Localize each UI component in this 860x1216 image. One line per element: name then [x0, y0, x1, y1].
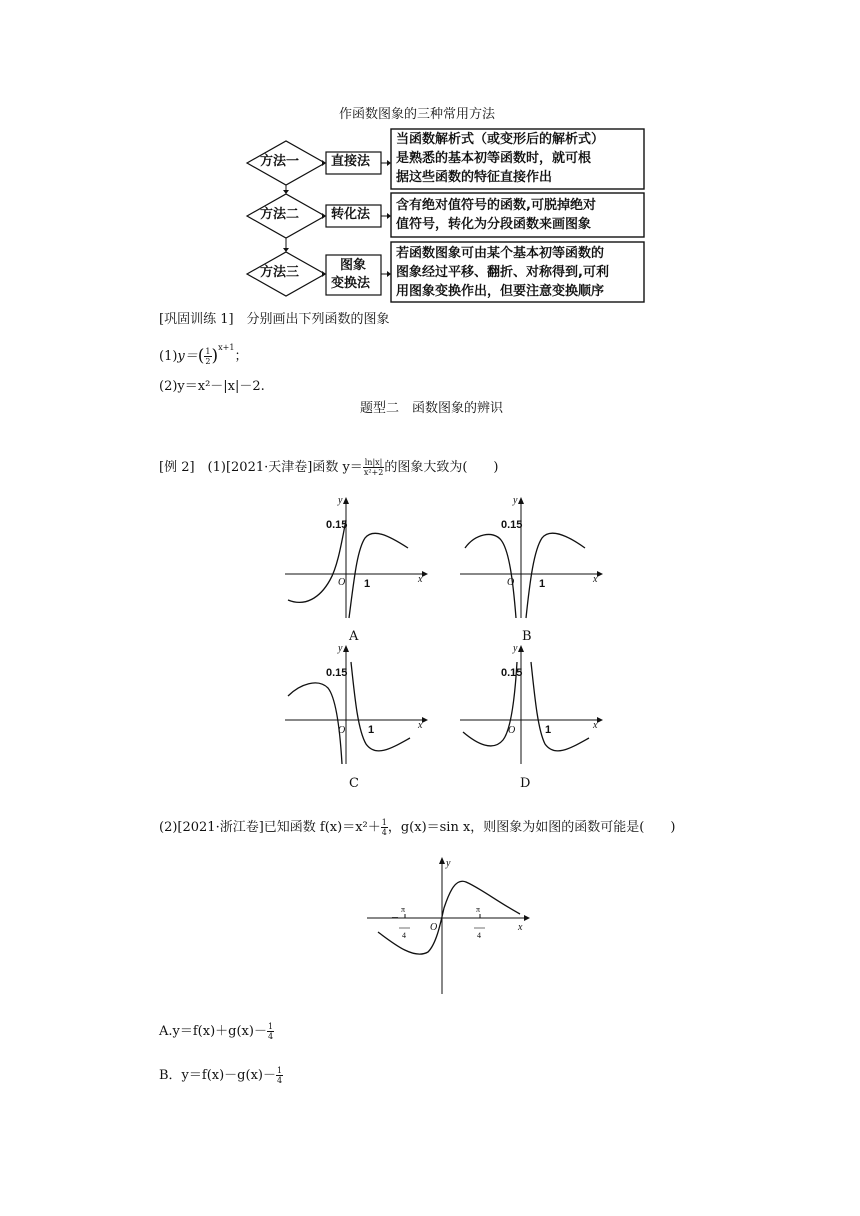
svg-text:y: y: [338, 643, 343, 654]
svg-text:0.15: 0.15: [326, 667, 348, 679]
answer-option-a[interactable]: A.y＝f(x)＋g(x)－ $\frac{1}{4}$: [159, 1022, 274, 1041]
technique2-label: 转化法: [331, 207, 371, 222]
svg-text:0.15: 0.15: [501, 519, 523, 531]
option-a-label: A: [349, 629, 359, 644]
section-title: 题型二 函数图象的辨识: [360, 401, 504, 416]
svg-text:y: y: [446, 858, 451, 869]
option-c-label: C: [349, 776, 359, 791]
curve-b-right: [526, 533, 585, 618]
svg-text:4: 4: [477, 931, 481, 940]
graph-option-b: [455, 490, 605, 625]
x-label: x: [418, 574, 423, 585]
svg-text:O: O: [430, 922, 438, 933]
svg-text:y: y: [513, 495, 518, 506]
svg-text:π: π: [401, 905, 406, 914]
example2-header: [例 2] (1)[2021·天津卷]函数 y＝ $\frac{\ln|x|}{\text{x²+2}}$ 的图象大致为( ): [159, 458, 499, 477]
svg-text:x: x: [518, 922, 523, 933]
svg-text:O: O: [508, 725, 516, 736]
graph-option-d: [455, 640, 605, 775]
tick-0.15: 0.15: [326, 519, 348, 531]
part2-header: (2)[2021·浙江卷]已知函数 f(x)＝x²＋ $\frac{1}{4}$ ，g(x)＝sin x，则图象为如图的函数可能是( ): [159, 818, 676, 837]
graph-option-c: [280, 640, 430, 775]
svg-text:－: －: [391, 913, 399, 922]
method2-label: 方法二: [260, 207, 300, 222]
desc3-line2: 图象经过平移、翻折、对称得到,可利: [396, 265, 609, 280]
desc2-line2: 值符号，转化为分段函数来画图象: [396, 217, 592, 232]
svg-text:1: 1: [368, 724, 375, 736]
graph-option-a: [280, 490, 430, 625]
svg-text:0.15: 0.15: [501, 667, 523, 679]
svg-text:x: x: [418, 720, 423, 731]
curve-c-right: [351, 662, 410, 751]
curve-d-right: [531, 662, 589, 751]
answer-option-b[interactable]: B．y＝f(x)－g(x)－ $\frac{1}{4}$: [159, 1066, 283, 1085]
diagram-title: 作函数图象的三种常用方法: [339, 107, 496, 122]
desc1-line3: 据这些函数的特征直接作出: [396, 170, 553, 185]
technique3-label-line2: 变换法: [331, 276, 371, 291]
y-label: y: [338, 495, 343, 506]
technique3-label-line1: 图象: [340, 258, 367, 273]
technique1-label: 直接法: [331, 154, 371, 169]
svg-text:1: 1: [539, 578, 546, 590]
curve-c-left: [288, 683, 342, 764]
exercise-header: [巩固训练 1] 分别画出下列函数的图象: [159, 312, 390, 327]
svg-text:x: x: [593, 574, 598, 585]
svg-text:1: 1: [545, 724, 552, 736]
svg-text:π: π: [476, 905, 481, 914]
svg-text:O: O: [338, 725, 346, 736]
desc2-line1: 含有绝对值符号的函数,可脱掉绝对: [396, 198, 596, 213]
svg-text:y: y: [513, 643, 518, 654]
curve-a: [288, 520, 346, 602]
part2-graph: [362, 852, 537, 997]
option-b-label: B: [522, 629, 532, 644]
tick-1: 1: [364, 578, 371, 590]
origin-label: O: [338, 577, 346, 588]
option-d-label: D: [520, 776, 531, 791]
desc1-line2: 是熟悉的基本初等函数时，就可根: [396, 151, 592, 166]
desc1-line1: 当函数解析式（或变形后的解析式）: [396, 132, 605, 147]
svg-text:x: x: [593, 720, 598, 731]
method3-label: 方法三: [260, 265, 300, 280]
desc3-line3: 用图象变换作出，但要注意变换顺序: [396, 284, 605, 299]
desc3-line1: 若函数图象可由某个基本初等函数的: [396, 246, 605, 261]
svg-text:4: 4: [402, 931, 406, 940]
exercise-item-1: (1)y＝( $\frac{1}{2}$ )$^{x+1}$；: [159, 343, 248, 366]
method1-label: 方法一: [260, 154, 300, 169]
exercise-item-2: (2)y＝x²－|x|－2.: [159, 379, 265, 394]
svg-text:O: O: [507, 577, 515, 588]
